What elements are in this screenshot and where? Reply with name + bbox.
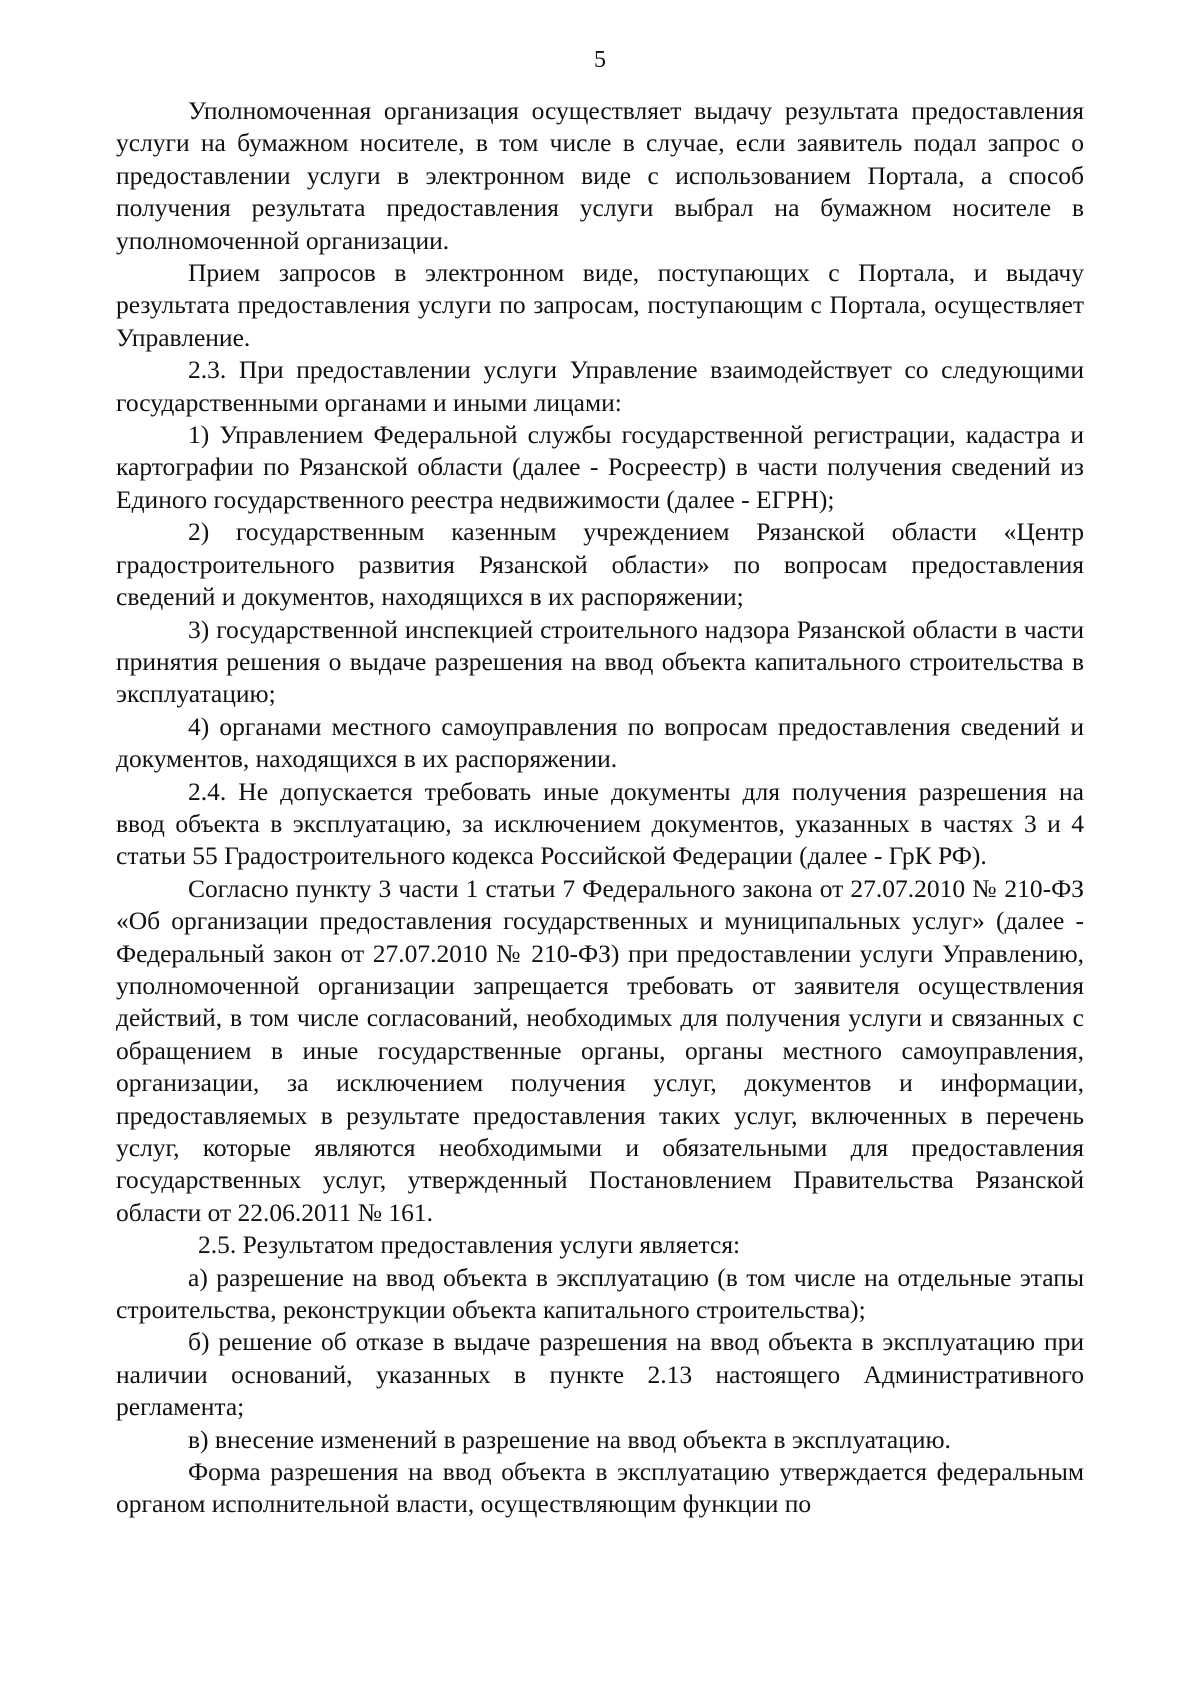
paragraph-result-a: а) разрешение на ввод объекта в эксплуатацию (в том числе на отдельные этапы строительства, реконструкции объекта капитального строительства); (116, 1262, 1084, 1325)
paragraph-result-c: в) внесение изменений в разрешение на ввод объекта в эксплуатацию. (188, 1424, 951, 1454)
paragraph-item-2-urban-center: 2) государственным казенным учреждением Рязанской области «Центр градостроительного развития Рязанской области» по вопросам предоставления сведений и документов, находящихся в их распоряжении; (116, 517, 1084, 612)
paragraph-2-3-interaction: 2.3. При предоставлении услуги Управление взаимодействует со следующими государственными органами и иными лицами: (116, 355, 1084, 417)
paragraph-item-4-local-government: 4) органами местного самоуправления по вопросам предоставления сведений и документов, находящихся в их распоряжении. (116, 711, 1084, 774)
paragraph-authorized-org-issuance: Уполномоченная организация осуществляет выдачу результата предоставления услуги на бумажном носителе, в том числе в случае, если заявитель подал запрос о предоставлении услуги в электронном виде с использованием Портала, а способ получения результата предоставления услуги выбрал на бумажном носителе в уполномоченной организации. (116, 96, 1084, 255)
paragraph-federal-law-210: Согласно пункту 3 части 1 статьи 7 Федерального закона от 27.07.2010 № 210-ФЗ «Об организации предоставления государственных и муниципальных услуг» (далее - Федеральный закон от 27.07.2010 № 210-ФЗ) при предоставлении услуги Управлению, уполномоченной организации запрещается требовать от заявителя осуществления действий, в том числе согласований, необходимых для получения услуги и связанных с обращением в иные государственные органы, органы местного самоуправления, организации, за исключением получения услуг, документов и информации, предоставляемых в результате предоставления таких услуг, включенных в перечень услуг, которые являются необходимыми и обязательными для предоставления государственных услуг, утвержденный Постановлением Правительства Рязанской области от 22.06.2011 № 161. (116, 873, 1084, 1227)
paragraph-2-5-result: 2.5. Результатом предоставления услуги является: (198, 1230, 741, 1260)
page-number: 5 (594, 47, 606, 73)
paragraph-portal-requests: Прием запросов в электронном виде, поступающих с Портала, и выдачу результата предоставления услуги по запросам, поступающим с Портала, осуществляет Управление. (116, 258, 1084, 352)
paragraph-item-1-rosreestr: 1) Управлением Федеральной службы государственной регистрации, кадастра и картографии по Рязанской области (далее - Росреестр) в части получения сведений из Единого государственного реестра недвижимости (далее - ЕГРН); (116, 420, 1084, 514)
paragraph-2-4-documents: 2.4. Не допускается требовать иные документы для получения разрешения на ввод объекта в эксплуатацию, за исключением документов, указанных в частях 3 и 4 статьи 55 Градостроительного кодекса Российской Федерации (далее - ГрК РФ). (116, 776, 1084, 871)
paragraph-result-b: б) решение об отказе в выдаче разрешения на ввод объекта в эксплуатацию при наличии оснований, указанных в пункте 2.13 настоящего Административного регламента; (116, 1327, 1084, 1422)
paragraph-permit-form: Форма разрешения на ввод объекта в эксплуатацию утверждается федеральным органом исполнительной власти, осуществляющим функции по (116, 1457, 1084, 1519)
document-body (116, 95, 1084, 1521)
paragraph-item-3-construction-inspection: 3) государственной инспекцией строительного надзора Рязанской области в части принятия решения о выдаче разрешения на ввод объекта капитального строительства в эксплуатацию; (116, 614, 1084, 709)
